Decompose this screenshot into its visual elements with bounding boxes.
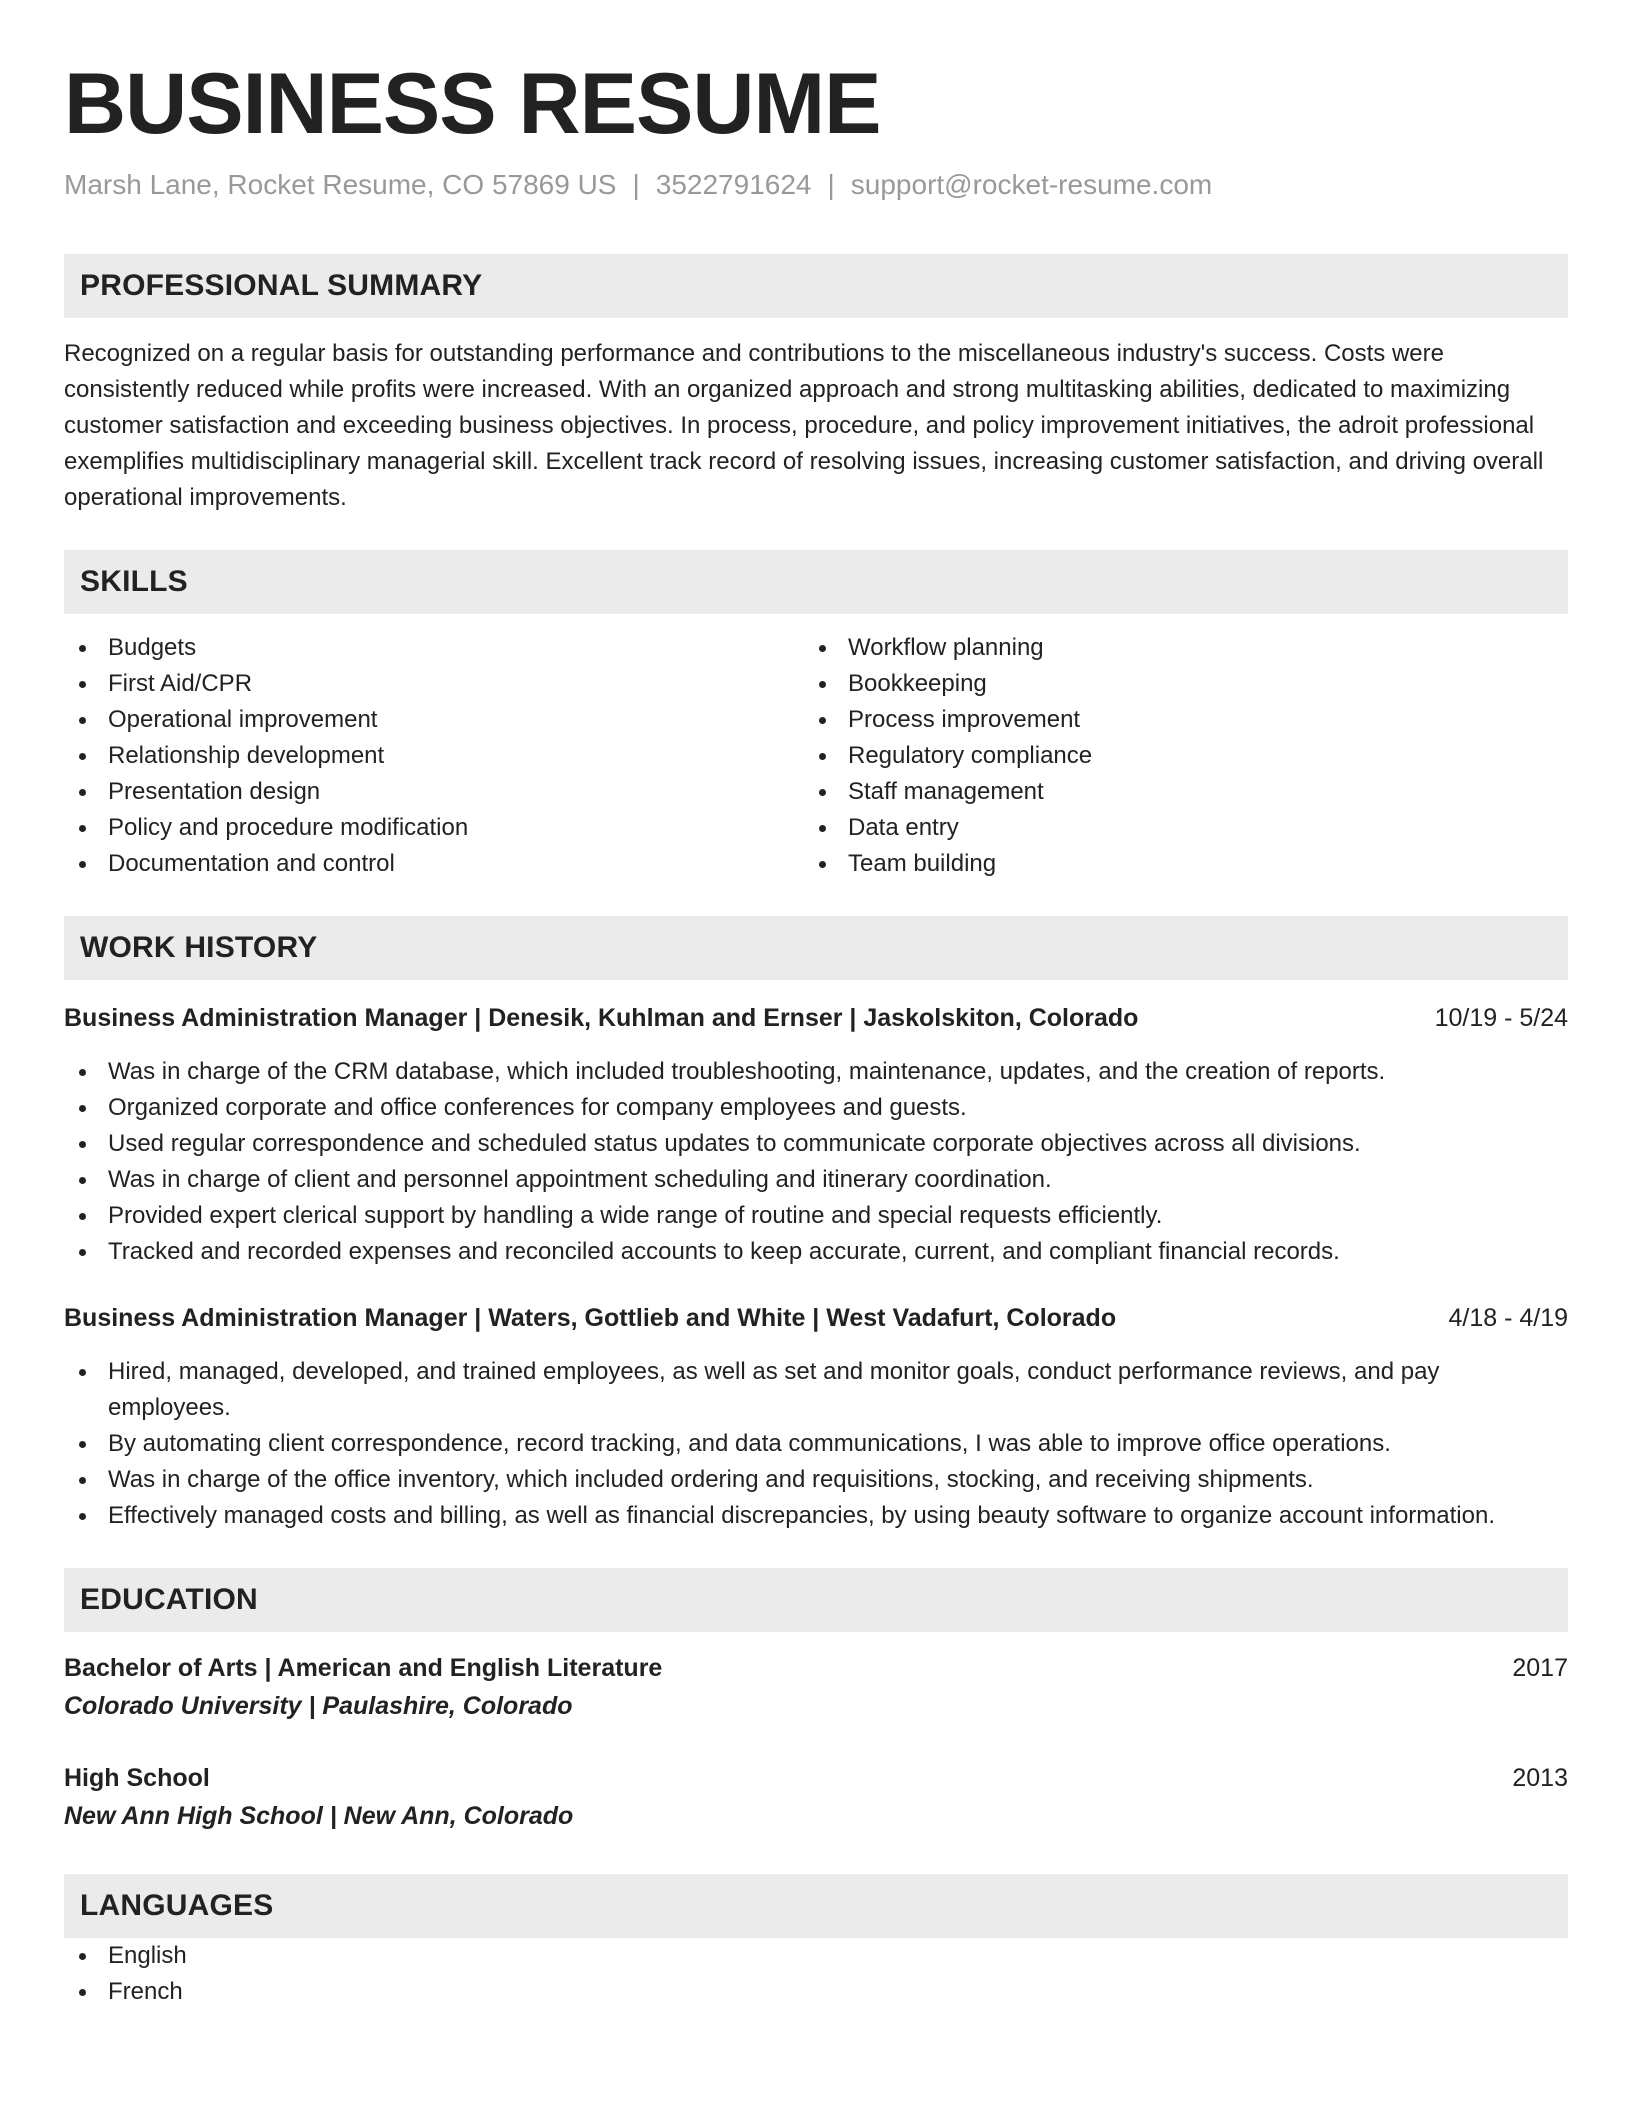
summary-text: Recognized on a regular basis for outstanding performance and contributions to the miscellaneous industry's success. Costs were consistently reduced while profits were increased. With an organized approach and strong multitasking abilities, dedicated to maximizing customer satisfaction and exceeding business objectives. In process, procedure, and policy improvement initiatives, the adroit professional exemplifies multidisciplinary managerial skill. Excellent track record of resolving issues, increasing customer satisfaction, and driving overall operational improvements. (64, 340, 1544, 511)
skills-column-right (804, 630, 1544, 882)
skill-item: First Aid/CPR (64, 666, 804, 702)
section-header-skills: SKILLS (64, 550, 1568, 614)
skills-list-left (64, 630, 804, 882)
skill-item: Bookkeeping (804, 666, 1544, 702)
skill-item: Staff management (804, 774, 1544, 810)
education-degree: High School (64, 1764, 210, 1792)
job-bullet: Was in charge of client and personnel appointment scheduling and itinerary coordination. (64, 1162, 1568, 1198)
job-bullet: By automating client correspondence, record tracking, and data communications, I was able to improve office operations. (64, 1426, 1568, 1462)
skill-item: Relationship development (64, 738, 804, 774)
job-header (64, 1300, 1568, 1336)
education-header (64, 1650, 1568, 1686)
skill-item: Workflow planning (804, 630, 1544, 666)
section-header-languages: LANGUAGES (64, 1874, 1568, 1938)
contact-phone: 3522791624 (655, 169, 812, 200)
skill-item: Operational improvement (64, 702, 804, 738)
skill-item: Data entry (804, 810, 1544, 846)
education-entry (64, 1650, 1568, 1726)
contact-email: support@rocket-resume.com (850, 169, 1213, 200)
section-header-summary: PROFESSIONAL SUMMARY (64, 254, 1568, 318)
education-year: 2017 (1512, 1654, 1568, 1682)
education-school: Colorado University | Paulashire, Colorado (64, 1692, 573, 1720)
job-bullet: Tracked and recorded expenses and reconciled accounts to keep accurate, current, and compliant financial records. (64, 1234, 1568, 1270)
skill-item: Policy and procedure modification (64, 810, 804, 846)
education-year: 2013 (1512, 1764, 1568, 1792)
job-bullet: Provided expert clerical support by handling a wide range of routine and special requests efficiently. (64, 1198, 1568, 1234)
job-bullet: Hired, managed, developed, and trained employees, as well as set and monitor goals, conduct performance reviews, and pay employees. (64, 1354, 1568, 1426)
skill-item: Process improvement (804, 702, 1544, 738)
languages-list (64, 1938, 1568, 2010)
skill-item: Budgets (64, 630, 804, 666)
job-title: Business Administration Manager | Waters, Gottlieb and White | West Vadafurt, Colorado (64, 1304, 1117, 1332)
skill-item: Presentation design (64, 774, 804, 810)
language-item: French (64, 1974, 1568, 2010)
education-header (64, 1760, 1568, 1796)
job-bullet: Used regular correspondence and scheduled status updates to communicate corporate objectives across all divisions. (64, 1126, 1568, 1162)
job-bullet: Was in charge of the CRM database, which included troubleshooting, maintenance, updates, and the creation of reports. (64, 1054, 1568, 1090)
resume-title: BUSINESS RESUME (64, 56, 881, 152)
education-degree: Bachelor of Arts | American and English Literature (64, 1654, 663, 1682)
skill-item: Team building (804, 846, 1544, 882)
skills-column-left (64, 630, 804, 882)
education-school: New Ann High School | New Ann, Colorado (64, 1802, 574, 1830)
job-dates: 4/18 - 4/19 (1448, 1304, 1568, 1332)
contact-separator: | (827, 169, 835, 200)
job-entry (64, 1300, 1568, 1534)
skill-item: Documentation and control (64, 846, 804, 882)
job-bullets (64, 1354, 1568, 1534)
job-bullet: Organized corporate and office conferences for company employees and guests. (64, 1090, 1568, 1126)
job-bullet: Effectively managed costs and billing, as well as financial discrepancies, by using beauty software to organize account information. (64, 1498, 1568, 1534)
contact-line (64, 168, 1568, 202)
skills-grid (64, 630, 1568, 882)
education-entry (64, 1760, 1568, 1836)
section-header-education: EDUCATION (64, 1568, 1568, 1632)
job-header (64, 1000, 1568, 1036)
section-header-work-history: WORK HISTORY (64, 916, 1568, 980)
contact-separator: | (632, 169, 640, 200)
job-bullet: Was in charge of the office inventory, which included ordering and requisitions, stocking, and receiving shipments. (64, 1462, 1568, 1498)
job-title: Business Administration Manager | Denesik, Kuhlman and Ernser | Jaskolskiton, Colorado (64, 1004, 1139, 1032)
job-entry (64, 1000, 1568, 1270)
contact-address: Marsh Lane, Rocket Resume, CO 57869 US (64, 169, 617, 200)
job-dates: 10/19 - 5/24 (1434, 1004, 1568, 1032)
job-bullets (64, 1054, 1568, 1270)
language-item: English (64, 1938, 1568, 1974)
skills-list-right (804, 630, 1544, 882)
skill-item: Regulatory compliance (804, 738, 1544, 774)
